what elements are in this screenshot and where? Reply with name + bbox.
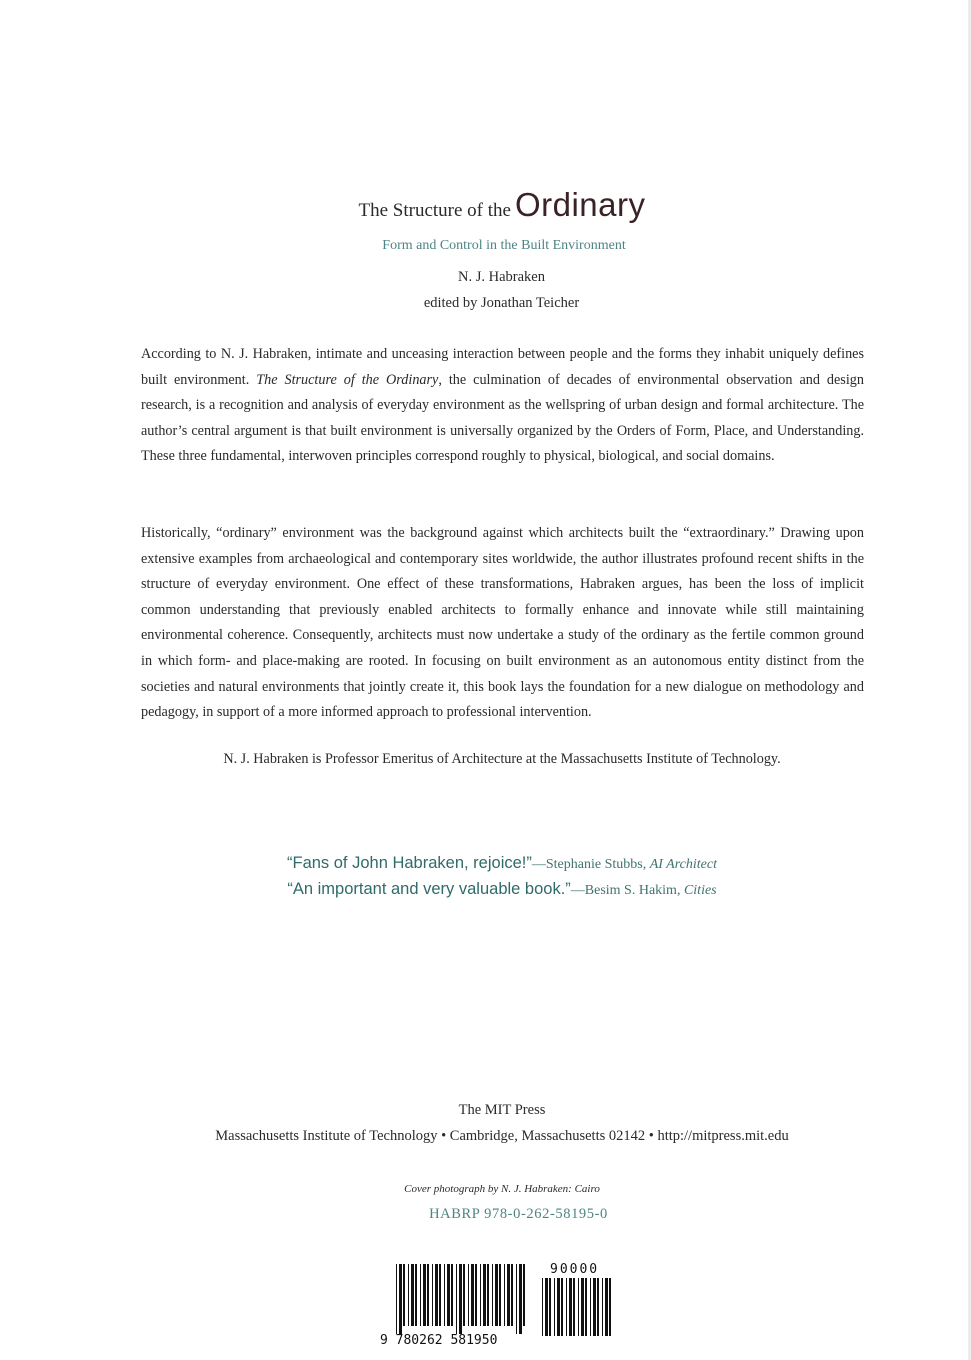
book-author: N. J. Habraken: [458, 269, 545, 285]
barcode-bar: [602, 1278, 603, 1336]
barcode-main-bars: [396, 1264, 525, 1334]
barcode-main-digits: 9 780262 581950: [380, 1333, 498, 1346]
barcode-bar: [408, 1264, 409, 1326]
p1-intro: According to N. J. Habraken, intimate and unceasing interaction between people and the forms they inhabit uniquely defines built environment.: [141, 346, 864, 388]
barcode-bar: [609, 1278, 611, 1336]
barcode-bar: [432, 1264, 433, 1326]
quote-source: Cities: [683, 883, 717, 898]
isbn-barcode: [376, 1262, 616, 1346]
barcode-bar: [415, 1264, 417, 1326]
barcode-bar: [585, 1278, 587, 1336]
barcode-bar: [451, 1264, 453, 1326]
author-bio: N. J. Habraken is Professor Emeritus of Architecture at the Massachusetts Institute of Technology.: [223, 751, 781, 767]
barcode-bar: [523, 1264, 525, 1326]
quote-attribution: —Besim S. Hakim,: [570, 883, 684, 898]
description-paragraph-1: [141, 342, 864, 470]
barcode-bar: [480, 1264, 481, 1326]
barcode-bar: [411, 1264, 414, 1326]
barcode-bar: [499, 1264, 501, 1326]
barcode-bar: [542, 1278, 543, 1336]
barcode-bar: [545, 1278, 548, 1336]
p1-book-title: The Structure of the Ordinary: [256, 371, 439, 388]
barcode-bar: [483, 1264, 486, 1326]
barcode-bar: [597, 1278, 599, 1336]
barcode-bar: [578, 1278, 579, 1336]
isbn-line: HABRP 978-0-262-58195-0: [429, 1206, 608, 1222]
p1-rest: , the culmination of decades of environmental observation and design research, is a recognition and analysis of everyday environment as the wellspring of urban design and formal architecture. The author’s central argument is that built environment is universally organized by the Orders of Form, Place, and Understanding. These three fundamental, interwoven principles correspond roughly to physical, biological, and social domains.: [141, 371, 864, 465]
barcode-bar: [420, 1264, 421, 1326]
barcode-bar: [561, 1278, 563, 1336]
barcode-bar: [581, 1278, 584, 1336]
barcode-bar: [573, 1278, 575, 1336]
barcode-bar: [569, 1278, 572, 1336]
barcode-bar: [456, 1264, 457, 1334]
barcode-bar: [593, 1278, 596, 1336]
barcode-bar: [471, 1264, 474, 1326]
review-quote-1: [0, 854, 971, 873]
book-editor: edited by Jonathan Teicher: [423, 295, 580, 311]
publisher-address: Massachusetts Institute of Technology • Cambridge, Massachusetts 02142 • http://mitpress.mit.edu: [215, 1128, 789, 1144]
barcode-bar: [605, 1278, 608, 1336]
barcode-bar: [427, 1264, 429, 1326]
book-title: [0, 186, 971, 224]
description-paragraph-2: Historically, “ordinary” environment was the background against which architects built the “extraordinary.” Drawing upon extensive examples from archaeological and contemporary sites worldwide, the author illustrates profound recent shifts in the structure of everyday environment. One effect of these transformations, Habraken argues, has been the loss of implicit common understanding that previously enabled architects to formally enhance and innovate while still maintaining environmental coherence. Consequently, architects must now undertake a study of the ordinary as the fertile common ground in which form- and place-making are rooted. In focusing on built environment as an autonomous entity distinct from the societies and natural environments that jointly create it, this book lays the foundation for a new dialogue on methodology and pedagogy, in support of a more informed approach to professional intervention.: [141, 525, 864, 721]
barcode-bar: [435, 1264, 438, 1326]
review-quote-2: [0, 880, 971, 899]
barcode-bar: [399, 1264, 402, 1334]
barcode-bar: [516, 1264, 517, 1334]
barcode-bar: [468, 1264, 469, 1326]
barcode-bar: [447, 1264, 450, 1326]
barcode-bar: [519, 1264, 522, 1334]
barcode-bar: [495, 1264, 498, 1326]
barcode-bar: [403, 1264, 405, 1326]
barcode-addon-bars: [542, 1278, 611, 1336]
barcode-bar: [396, 1264, 397, 1334]
quote-attribution: —Stephanie Stubbs,: [531, 857, 650, 872]
barcode-bar: [444, 1264, 445, 1326]
title-prefix: The Structure of the: [358, 200, 511, 221]
barcode-bar: [463, 1264, 465, 1326]
cover-photo-credit: Cover photograph by N. J. Habraken: Cairo: [404, 1183, 600, 1195]
quote-text: “An important and very valuable book.”: [287, 880, 571, 898]
barcode-bar: [423, 1264, 426, 1326]
barcode-bar: [507, 1264, 510, 1326]
barcode-bar: [475, 1264, 477, 1326]
quote-text: “Fans of John Habraken, rejoice!”: [287, 854, 532, 872]
barcode-bar: [557, 1278, 560, 1336]
barcode-addon-digits: 90000: [550, 1262, 600, 1277]
barcode-bar: [504, 1264, 505, 1326]
barcode-bar: [439, 1264, 441, 1326]
barcode-bar: [590, 1278, 591, 1336]
book-subtitle: Form and Control in the Built Environment: [382, 238, 626, 253]
barcode-bar: [549, 1278, 551, 1336]
barcode-bar: [492, 1264, 493, 1326]
barcode-bar: [511, 1264, 513, 1326]
quote-source: AI Architect: [649, 857, 717, 872]
barcode-bar: [566, 1278, 567, 1336]
title-main: Ordinary: [514, 186, 646, 223]
barcode-bar: [459, 1264, 462, 1334]
publisher-name: The MIT Press: [458, 1102, 546, 1118]
barcode-bar: [554, 1278, 555, 1336]
barcode-bar: [487, 1264, 489, 1326]
